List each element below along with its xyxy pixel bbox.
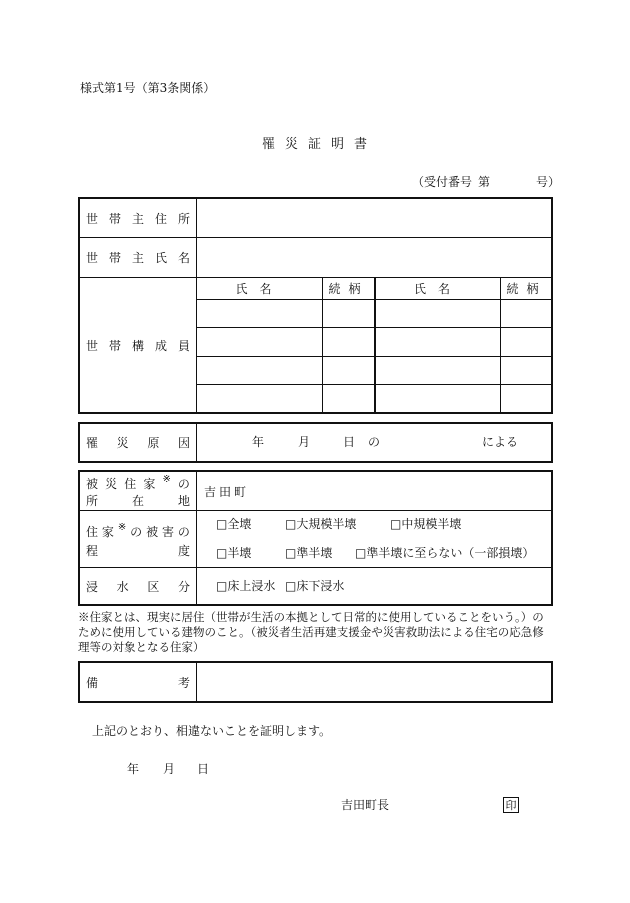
remarks-label-char: 備	[86, 675, 99, 690]
damage-option-2-3[interactable]: □準半壊に至らない（一部損壊）	[355, 546, 535, 560]
date-day: 日	[197, 762, 210, 776]
flood-label-char: 水	[116, 580, 129, 594]
form-number: 様式第1号（第3条関係）	[80, 81, 216, 95]
col-header-name-2: 氏名	[413, 282, 462, 296]
col-header-relation-1: 続柄	[328, 282, 369, 296]
household-address-field[interactable]	[198, 199, 550, 236]
damage-option-2-1[interactable]: □半壊	[216, 546, 252, 560]
flood-label-char: 区	[147, 580, 160, 594]
location-value: 吉田町	[204, 485, 250, 499]
date-month: 月	[163, 762, 176, 776]
household-name-label-char: 主	[131, 251, 144, 265]
household-address-label-char: 住	[154, 211, 167, 226]
household-address-label-char: 帯	[108, 211, 121, 226]
damage-label-top-char: の	[177, 524, 190, 539]
damage-label-top-char: 被	[146, 524, 159, 539]
household-name-label-char: 名	[177, 251, 190, 265]
cause-label-char: 災	[116, 436, 129, 450]
seal-mark: 印	[503, 797, 519, 813]
date-year: 年	[127, 762, 140, 776]
household-name-label-char: 氏	[154, 251, 167, 265]
flood-option-2[interactable]: □床下浸水	[285, 579, 345, 593]
damage-option-1-3[interactable]: □中規模半壊	[390, 517, 462, 531]
damage-label-top-char: 家	[101, 524, 114, 539]
col-header-name-1: 氏名	[235, 282, 284, 296]
flood-label	[86, 569, 190, 604]
location-label-top-char: 災	[105, 476, 118, 491]
document-title: 罹災証明書	[262, 137, 378, 152]
certify-text: 上記のとおり、相違ないことを証明します。	[92, 724, 332, 738]
damage-option-2-2[interactable]: □準半壊	[285, 546, 333, 560]
cause-day: 日	[343, 435, 356, 449]
cause-label-char: 罹	[86, 436, 99, 450]
household-members-label-char: 世	[86, 338, 99, 353]
cause-yoru: による	[482, 435, 519, 449]
location-label-bottom-char: 所	[86, 493, 99, 508]
household-members-label	[86, 278, 190, 412]
cause-label	[86, 424, 190, 461]
flood-option-1[interactable]: □床上浸水	[216, 579, 276, 593]
household-address-label-char: 主	[131, 211, 144, 226]
cause-label-char: 因	[177, 436, 190, 450]
receipt-open: （受付番号	[412, 175, 473, 189]
remarks-label-char: 考	[177, 675, 190, 690]
remarks-field[interactable]	[198, 663, 550, 701]
location-label-bottom-char: 地	[177, 493, 190, 508]
household-address-label	[86, 199, 190, 237]
col-header-relation-2: 続柄	[506, 282, 547, 296]
flood-label-char: 分	[177, 580, 190, 594]
receipt-dai: 第	[478, 175, 491, 189]
damage-option-1-2[interactable]: □大規模半壊	[285, 517, 357, 531]
note-line-2: ために使用している建物のこと。（被災者生活再建支援金や災害救助法による住宅の応急修	[78, 625, 544, 639]
household-members-label-char: 成	[154, 338, 167, 353]
household-name-field[interactable]	[198, 239, 550, 276]
damage-label-bottom-char: 程	[86, 543, 99, 558]
location-label-bottom-char: 在	[131, 493, 144, 508]
location-label-top-char: ※	[162, 473, 171, 485]
cause-label-char: 原	[147, 436, 160, 450]
remarks-label	[86, 663, 190, 701]
household-name-label-char: 世	[86, 251, 99, 265]
note-line-3: 理等の対象となる住家）	[78, 640, 205, 654]
household-address-label-char: 世	[86, 211, 99, 226]
household-members-label-char: 員	[177, 338, 190, 353]
cause-no: の	[368, 435, 381, 449]
issuer-name: 吉田町長	[341, 798, 390, 812]
flood-label-char: 浸	[86, 580, 99, 594]
damage-label-top-char: の	[130, 524, 143, 539]
location-label-top-char: 住	[124, 476, 137, 491]
household-address-label-char: 所	[177, 211, 190, 226]
location-label-top-char: の	[177, 476, 190, 491]
damage-option-1-1[interactable]: □全壊	[216, 517, 252, 531]
damage-label-bottom-char: 度	[177, 543, 190, 558]
receipt-go: 号）	[536, 175, 561, 189]
cause-year: 年	[252, 435, 265, 449]
damage-label-top-char: ※	[117, 521, 127, 533]
household-name-label-char: 帯	[108, 251, 121, 265]
damage-label-top-char: 住	[86, 524, 99, 539]
damage-label	[86, 518, 190, 562]
household-name-label	[86, 238, 190, 277]
cause-month: 月	[298, 435, 311, 449]
household-members-label-char: 帯	[108, 338, 121, 353]
location-label	[86, 474, 190, 508]
note-line-1: ※住家とは、現実に居住（世帯が生活の本拠として日常的に使用していることをいう。）の	[78, 610, 544, 624]
household-members-label-char: 構	[131, 338, 144, 353]
damage-label-top-char: 害	[161, 524, 174, 539]
location-label-top-char: 被	[86, 476, 99, 491]
location-label-top-char: 家	[143, 476, 156, 491]
